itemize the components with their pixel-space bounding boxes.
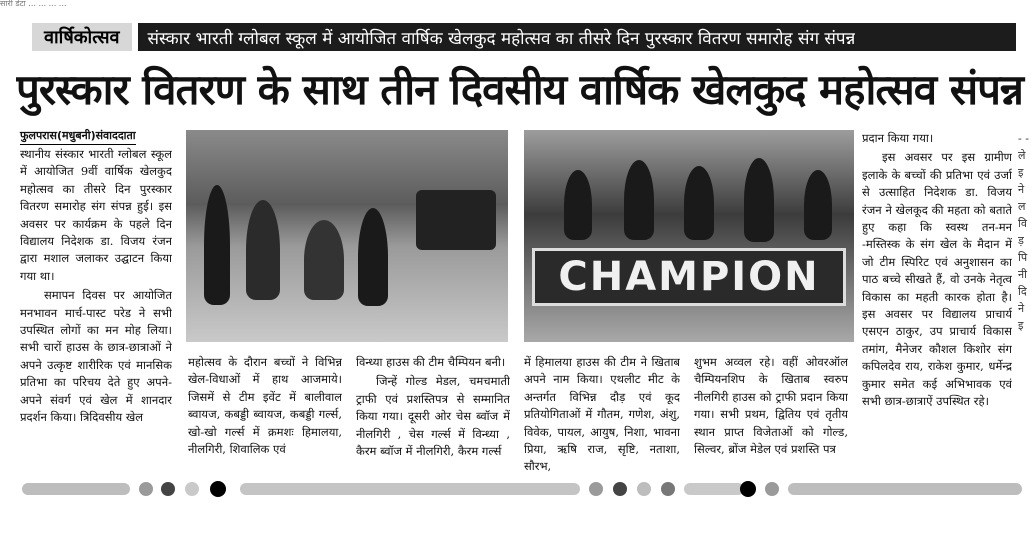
paragraph: में हिमालया हाउस की टीम ने खिताब अपने नाम किया। एथलीट मीट के अन्तर्गत विभिन्न दौड़ एवं कूद प्रतियोगिताओं में गौतम, गणेश, अंशु, विवेक, पायल, आयुष, निशा, भावना प्रिया, ऋषि राज, सृष्टि, नताशा, सौरभ, [524, 355, 680, 474]
byline: फुलपरास(मधुबनी)संवाददाता [20, 128, 136, 145]
article-column-2 [188, 354, 342, 476]
rule-dot [637, 482, 651, 496]
headline: पुरस्कार वितरण के साथ तीन दिवसीय वार्षिक खेलकुद महोत्सव संपन्न [16, 65, 1023, 114]
paragraph: स्थानीय संस्कार भारती ग्लोबल स्कूल में आयोजित 9वीं वार्षिक खेलकुद महोत्सव का तीसरे दिन पुरस्कार वितरण समारोह संग संपन्न हुई। इस अवसर पर कार्यक्रम के पहले दिन विद्यालय निदेशक डा. विजय रंजन द्वारा मशाल जलाकर उद्घाटन किया गया था। [20, 147, 172, 283]
top-cutoff-text: सारी डेटा ... ... ... ... [0, 0, 67, 8]
subheadline: संस्कार भारती ग्लोबल स्कूल में आयोजित वार्षिक खेलकुद महोत्सव का तीसरे दिन पुरस्कार वितरण समारोह संग संपन्न [147, 28, 856, 49]
rule-dot [139, 482, 153, 496]
article-column-3 [356, 354, 510, 476]
champion-banner: CHAMPION [532, 248, 846, 306]
rule-segment [684, 483, 744, 495]
rule-dot [161, 482, 175, 496]
paragraph: प्रदान किया गया। [862, 131, 934, 145]
kicker-bar [32, 23, 1016, 51]
rule-segment [22, 483, 130, 495]
article-column-5 [694, 354, 848, 476]
paragraph: समापन दिवस पर आयोजित मनभावन मार्च-पास्ट परेड ने सभी उपस्थित लोगों का मन मोह लिया। सभी चारों हाउस के छात्र-छात्राओं ने अपने उत्कृष्ट शारीरिक एवं मानसिक प्रतिभा का परिचय देते हुए अपने-अपने संवर्ग एवं खेल में शानदार प्रदर्शन किया। त्रिदिवसीय खेल [20, 288, 172, 425]
rule-segment [788, 483, 1022, 495]
article-column-6 [862, 130, 1012, 476]
rule-dot [210, 481, 226, 497]
kabaddi-photo [186, 130, 508, 342]
paragraph: विन्ध्या हाउस की टीम चैम्पियन बनी। [356, 355, 506, 369]
rule-dot [765, 482, 779, 496]
article-column-4 [524, 354, 680, 476]
article-column-1 [20, 146, 172, 476]
rule-dot [613, 482, 627, 496]
rule-dot [740, 481, 756, 497]
paragraph: इस अवसर पर इस ग्रामीण इलाके के बच्चों की प्रतिभा एवं उर्जा से उत्साहित निदेशक डा. विजय रंजन ने खेलकूद की महता को बताते हुए कहा कि स्वस्थ तन-मन -मस्तिस्क के संग खेल के मैदान में जो टीम स्पिरिट एवं अनुशासन का पाठ बच्चे सीखते हैं, वो उनके नेतृत्व विकास का महती कारक होता है। इस अवसर पर विद्यालय प्राचार्य एसएन ठाकुर, उप प्राचार्य विकास तमांग, मैनेजर कौशल किशोर संग कपिलदेव राय, राकेश कुमार, धर्मेन्द्र कुमार समेत कई अभिभावक एवं सभी छात्र-छात्राऐं उपस्थित रहे। [862, 150, 1012, 409]
paragraph: जिन्हें गोल्ड मेडल, चमचमाती ट्राफी एवं प्रशस्तिपत्र से सम्मानित किया गया। दूसरी ओर चेस ब्वॉज में नीलगिरी , चेस गर्ल्स में विन्ध्या , कैरम ब्वॉज में नीलगिरी, कैरम गर्ल्स [356, 374, 510, 459]
rule-dot [589, 482, 603, 496]
rule-dot [661, 482, 675, 496]
decorative-dot-rule [22, 480, 1022, 498]
adjacent-article-edge: - - ले इ ने ल वि ड़ पि नी दि ने इ [1018, 132, 1029, 332]
champion-trophy-photo [524, 130, 854, 342]
rule-segment [240, 483, 580, 495]
rule-dot [185, 482, 199, 496]
paragraph: महोत्सव के दौरान बच्चों ने विभिन्न खेल-विधाओं में हाथ आजमाये। जिसमें से टीम इवेंट में बालीवाल ब्वायज, कबड्डी ब्वायज, कबड्डी गर्ल्स, खो-खो गर्ल्स में क्रमशः हिमालया, नीलगिरी, शिवालिक एवं [188, 355, 342, 457]
paragraph: शुभम अव्वल रहे। वहीं ओवरऑल चैम्पियनशिप के खिताब स्वरुप नीलगिरी हाउस को ट्राफी प्रदान किया गया। सभी प्रथम, द्वितिय एवं तृतीय स्थान प्राप्त विजेताओं को गोल्ड, सिल्वर, ब्रोंज मेडेल एवं प्रशस्ति पत्र [694, 355, 848, 457]
section-tag: वार्षिकोत्सव [32, 23, 138, 51]
